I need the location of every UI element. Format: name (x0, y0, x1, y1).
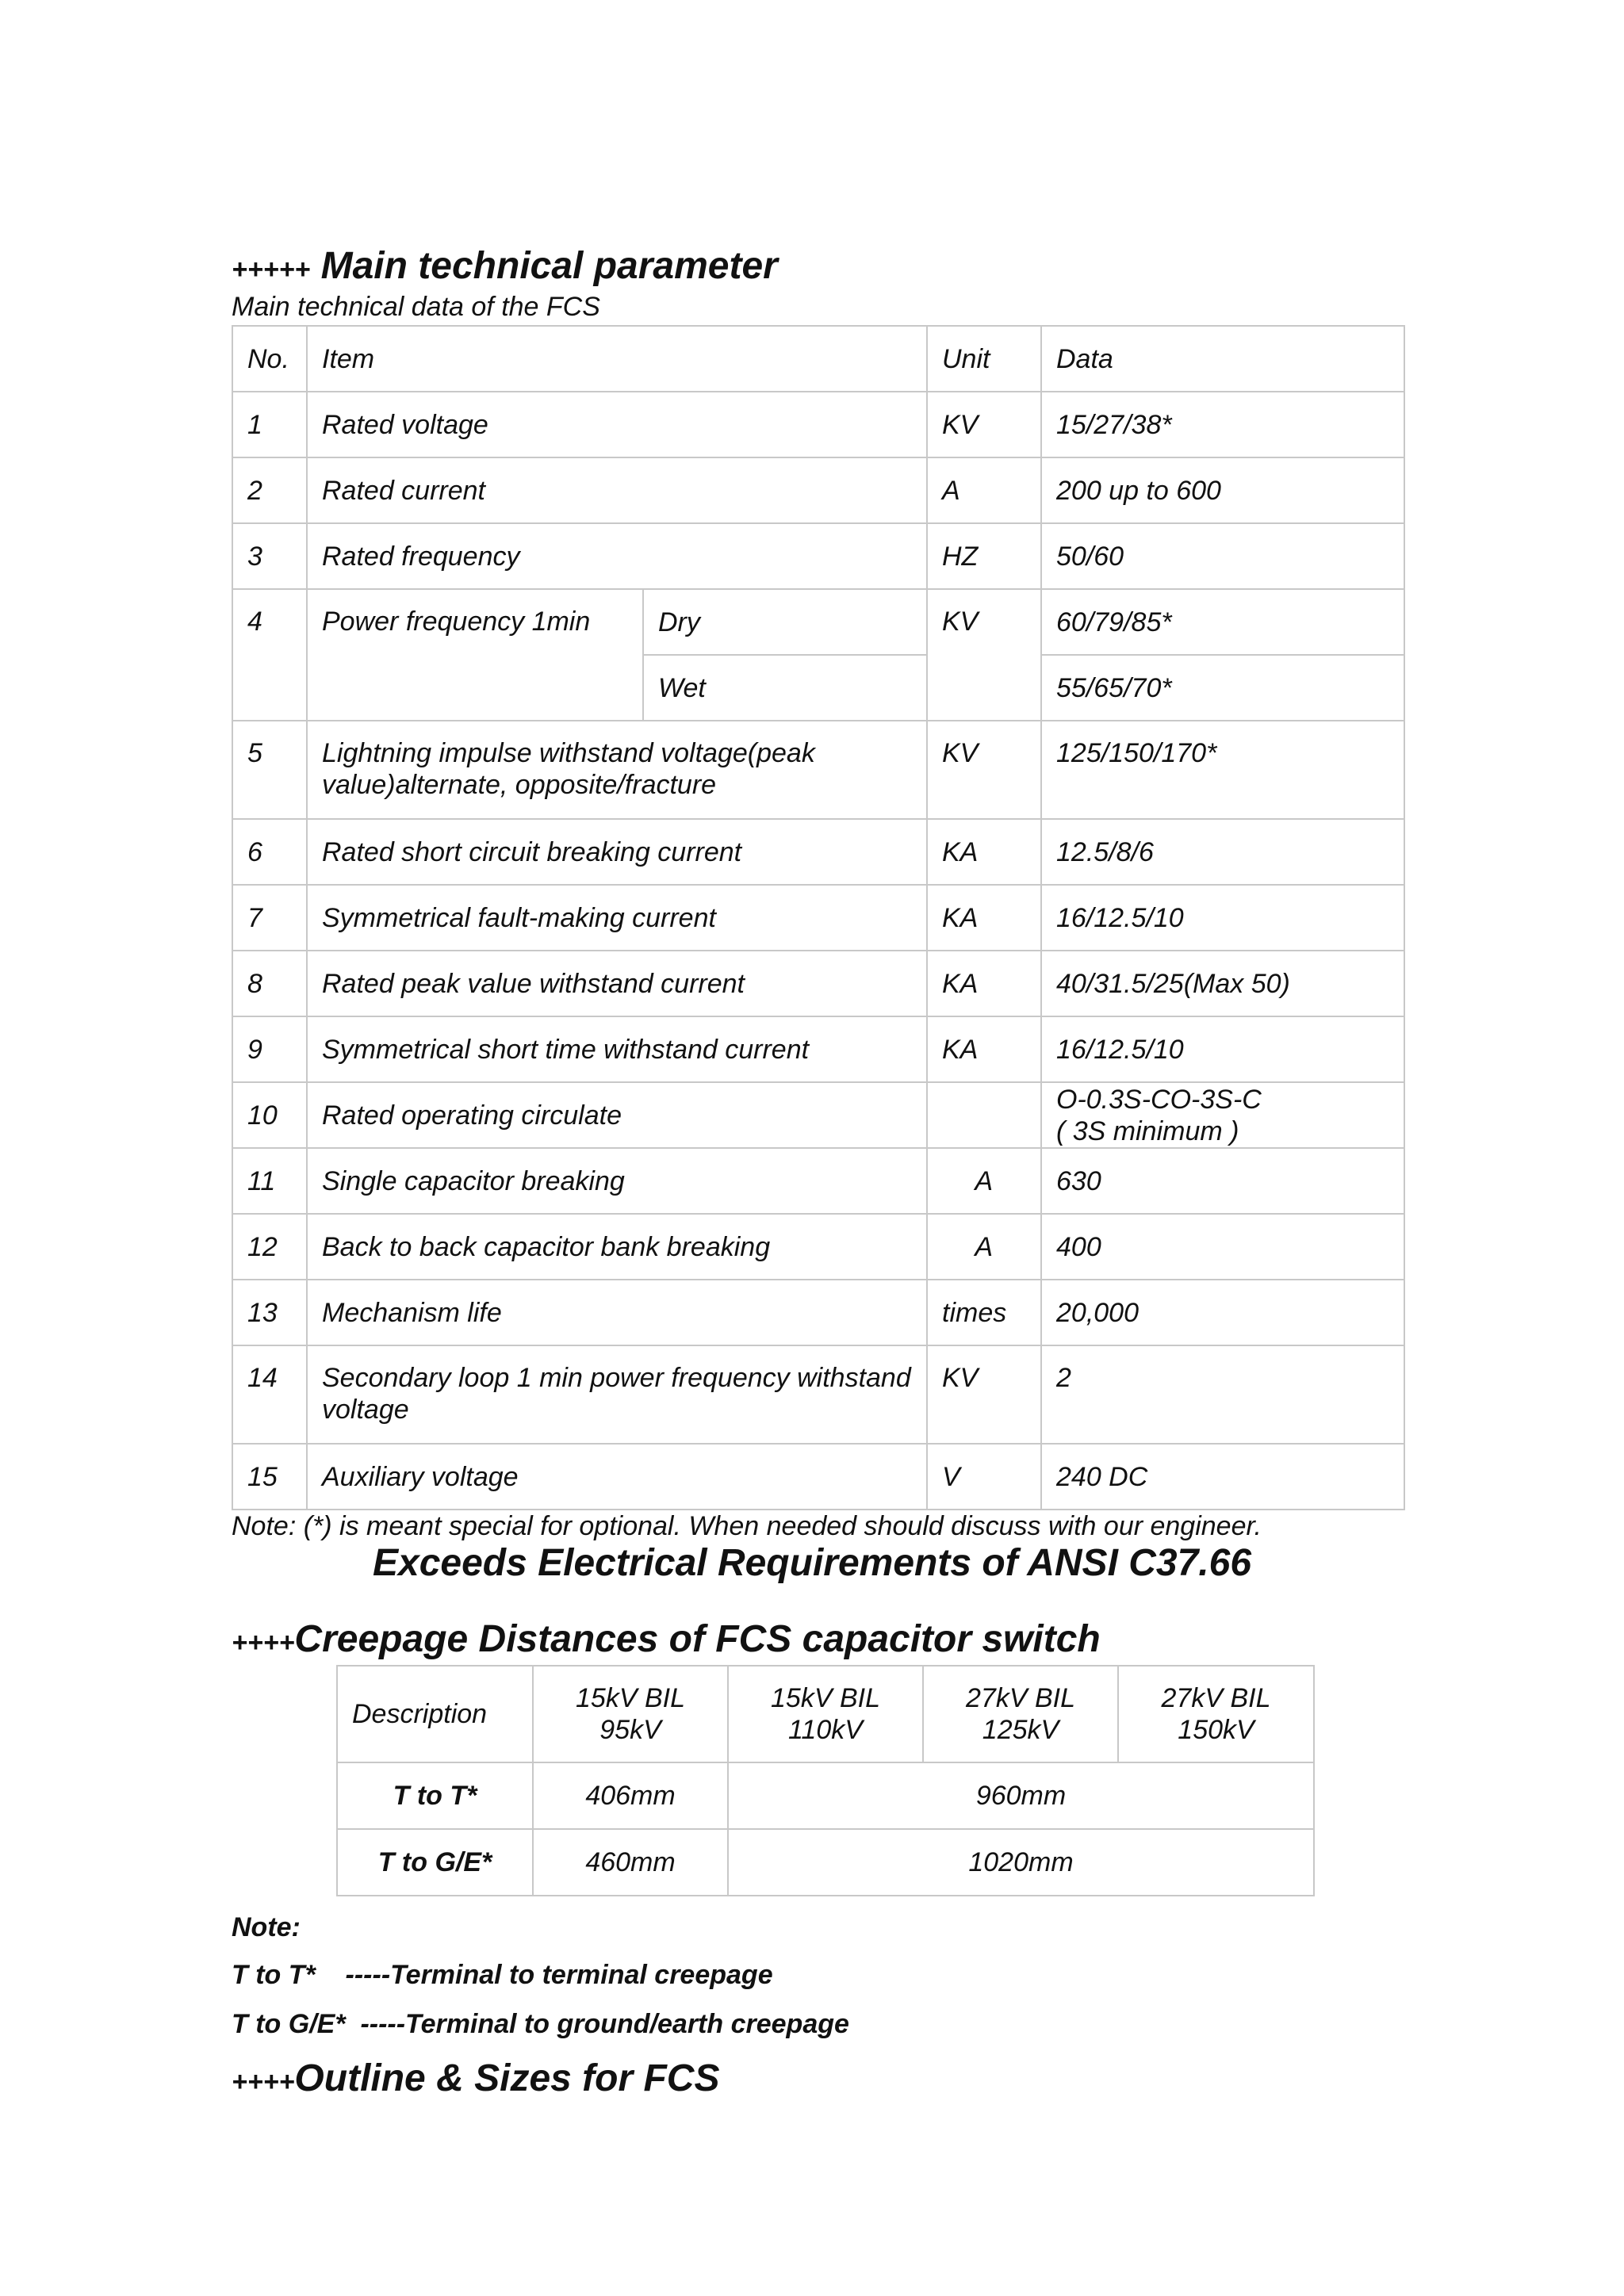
row-no: 13 (232, 1280, 307, 1345)
heading-title: Main technical parameter (320, 245, 778, 287)
row-no: 10 (232, 1082, 307, 1148)
row-value-merged: 1020mm (728, 1829, 1314, 1896)
row-item: Rated frequency (307, 523, 927, 589)
table-row (232, 721, 1404, 819)
header-col-line1: 27kV BIL (1161, 1683, 1271, 1713)
row-no: 9 (232, 1016, 307, 1082)
creepage-note-terminal: T to T* -----Terminal to terminal creepage (232, 1960, 773, 1990)
technical-data-table (232, 325, 1405, 1510)
header-col (923, 1666, 1118, 1762)
table-row (232, 1148, 1404, 1214)
row-unit: KA (927, 951, 1041, 1016)
row-unit: KV (927, 1345, 1041, 1444)
table-row (232, 951, 1404, 1016)
row-data: 400 (1041, 1214, 1404, 1280)
header-col-line1: 15kV BIL (576, 1683, 685, 1713)
row-item: Secondary loop 1 min power frequency withstand voltage (307, 1345, 927, 1444)
row-unit (927, 1082, 1041, 1148)
table-row (232, 1280, 1404, 1345)
header-item: Item (307, 326, 927, 392)
table-row (232, 589, 1404, 655)
header-col (533, 1666, 728, 1762)
row-data: 16/12.5/10 (1041, 885, 1404, 951)
row-item: Power frequency 1min (307, 589, 643, 721)
heading-title: Outline & Sizes for FCS (294, 2057, 720, 2099)
row-data: 2 (1041, 1345, 1404, 1444)
row-no: 15 (232, 1444, 307, 1510)
header-col-line1: 27kV BIL (966, 1683, 1075, 1713)
row-unit: KA (927, 885, 1041, 951)
header-col (728, 1666, 923, 1762)
row-unit: times (927, 1280, 1041, 1345)
table-row (232, 1016, 1404, 1082)
row-no: 1 (232, 392, 307, 457)
table-row (337, 1762, 1314, 1829)
row-item: Rated voltage (307, 392, 927, 457)
table-row (232, 392, 1404, 457)
optional-note: Note: (*) is meant special for optional. When needed should discuss with our engineer. (232, 1511, 1262, 1541)
row-no: 6 (232, 819, 307, 885)
table-caption: Main technical data of the FCS (232, 292, 600, 322)
row-no: 14 (232, 1345, 307, 1444)
heading-title: Creepage Distances of FCS capacitor switch (294, 1618, 1101, 1660)
header-data: Data (1041, 326, 1404, 392)
table-row (337, 1829, 1314, 1896)
row-data: 200 up to 600 (1041, 457, 1404, 523)
row-data: 12.5/8/6 (1041, 819, 1404, 885)
row-value-merged: 960mm (728, 1762, 1314, 1829)
creepage-note-title: Note: (232, 1912, 301, 1942)
row-no: 8 (232, 951, 307, 1016)
table-row (232, 1345, 1404, 1444)
row-unit: KA (927, 1016, 1041, 1082)
table-header-row (232, 326, 1404, 392)
header-col-line2: 95kV (599, 1715, 661, 1745)
heading-prefix: +++++ (232, 254, 311, 285)
row-no: 7 (232, 885, 307, 951)
row-no: 4 (232, 589, 307, 721)
row-no: 3 (232, 523, 307, 589)
row-data: 20,000 (1041, 1280, 1404, 1345)
row-item: Rated current (307, 457, 927, 523)
row-no: 2 (232, 457, 307, 523)
table-row (232, 885, 1404, 951)
row-unit: A (927, 457, 1041, 523)
row-data-line2: ( 3S minimum ) (1056, 1115, 1239, 1146)
table-row (232, 457, 1404, 523)
ansi-requirements-heading: Exceeds Electrical Requirements of ANSI C37.66 (372, 1542, 1252, 1584)
table-row (232, 1444, 1404, 1510)
heading-prefix: ++++ (232, 1628, 295, 1658)
row-item: Symmetrical short time withstand current (307, 1016, 927, 1082)
creepage-table (336, 1665, 1315, 1896)
row-data-wet: 55/65/70* (1041, 655, 1404, 721)
row-data: 50/60 (1041, 523, 1404, 589)
row-no: 11 (232, 1148, 307, 1214)
row-unit: A (927, 1214, 1041, 1280)
row-unit: KV (927, 721, 1041, 819)
heading-prefix: ++++ (232, 2067, 295, 2097)
row-no: 12 (232, 1214, 307, 1280)
header-unit: Unit (927, 326, 1041, 392)
row-item: Lightning impulse withstand voltage(peak value)alternate, opposite/fracture (307, 721, 927, 819)
row-label: T to T* (337, 1762, 533, 1829)
row-item: Rated peak value withstand current (307, 951, 927, 1016)
table-row (232, 523, 1404, 589)
header-col-line2: 125kV (982, 1715, 1059, 1745)
row-item: Single capacitor breaking (307, 1148, 927, 1214)
row-sub-wet: Wet (643, 655, 927, 721)
row-value-95kv: 406mm (533, 1762, 728, 1829)
row-no: 5 (232, 721, 307, 819)
section-heading-creepage (232, 1617, 1101, 1661)
table-row (232, 819, 1404, 885)
row-data: 16/12.5/10 (1041, 1016, 1404, 1082)
creepage-note-ground: T to G/E* -----Terminal to ground/earth creepage (232, 2009, 849, 2039)
table-row (232, 1082, 1404, 1148)
row-item: Auxiliary voltage (307, 1444, 927, 1510)
row-unit: KV (927, 392, 1041, 457)
section-heading-outline (232, 2057, 719, 2100)
row-data-line1: O-0.3S-CO-3S-C (1056, 1084, 1262, 1115)
header-col-line2: 150kV (1178, 1715, 1254, 1745)
row-unit: KV (927, 589, 1041, 721)
header-col (1118, 1666, 1314, 1762)
header-col-line1: 15kV BIL (771, 1683, 880, 1713)
header-no: No. (232, 326, 307, 392)
row-data (1041, 1082, 1404, 1148)
row-label: T to G/E* (337, 1829, 533, 1896)
row-data: 630 (1041, 1148, 1404, 1214)
row-unit: KA (927, 819, 1041, 885)
row-value-95kv: 460mm (533, 1829, 728, 1896)
row-unit: HZ (927, 523, 1041, 589)
row-sub-dry: Dry (643, 589, 927, 655)
row-item: Rated short circuit breaking current (307, 819, 927, 885)
creepage-header-row (337, 1666, 1314, 1762)
row-data: 125/150/170* (1041, 721, 1404, 819)
section-heading-main-technical-parameter (232, 244, 778, 288)
header-col-line2: 110kV (788, 1715, 863, 1745)
row-item: Symmetrical fault-making current (307, 885, 927, 951)
row-unit: V (927, 1444, 1041, 1510)
row-item: Back to back capacitor bank breaking (307, 1214, 927, 1280)
row-unit: A (927, 1148, 1041, 1214)
table-row (232, 1214, 1404, 1280)
row-data-dry: 60/79/85* (1041, 589, 1404, 655)
row-data: 40/31.5/25(Max 50) (1041, 951, 1404, 1016)
row-item: Mechanism life (307, 1280, 927, 1345)
row-data: 15/27/38* (1041, 392, 1404, 457)
row-data: 240 DC (1041, 1444, 1404, 1510)
row-item: Rated operating circulate (307, 1082, 927, 1148)
header-description: Description (337, 1666, 533, 1762)
